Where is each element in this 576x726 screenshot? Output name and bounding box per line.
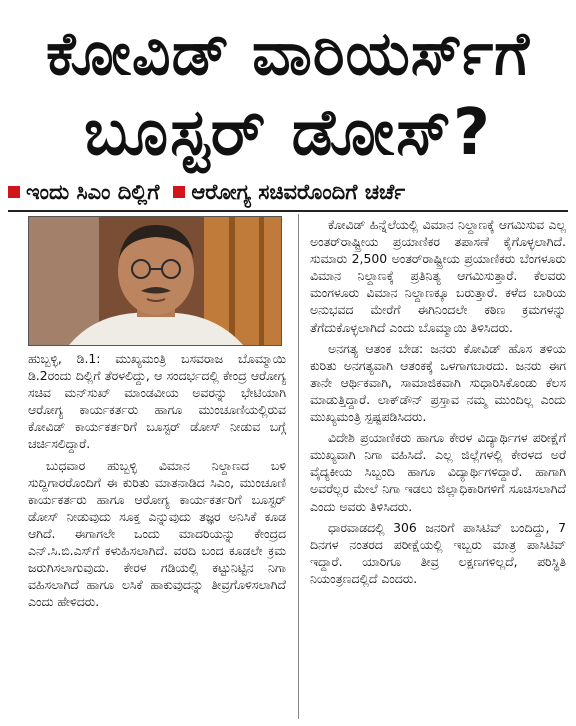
divider	[8, 210, 568, 212]
paragraph: ಕೋವಿಡ್ ಹಿನ್ನೆಲೆಯಲ್ಲಿ ವಿಮಾನ ನಿಲ್ದಾಣಕ್ಕೆ ಆಗಮಿಸುವ ಎಲ್ಲ ಅಂತರ್‌ರಾಷ್ಟ್ರೀಯ ಪ್ರಯಾಣಿಕರ ತಪಾಸಣೆ ಕೈಗೊಳ್ಳಲಾಗಿದೆ. ಸುಮಾರು 2,500 ಅಂತರ್‌ರಾಷ್ಟ್ರೀಯ ಪ್ರಯಾಣಿಕರು ಬೆಂಗಳೂರು ವಿಮಾನ ನಿಲ್ದಾಣಕ್ಕೆ ಪ್ರತಿನಿತ್ಯ ಆಗಮಿಸುತ್ತಾರೆ. ಕೆಲವರು ಮಂಗಳೂರು ವಿಮಾನ ನಿಲ್ದಾಣಕ್ಕೂ ಬರುತ್ತಾರೆ. ಕಳೆದ ಬಾರಿಯ ಅನುಭವದ ಮೇರೆಗೆ ಈಗಿನಿಂದಲೇ ಕಠಿಣ ಕ್ರಮಗಳನ್ನು ತೆಗೆದುಕೊಳ್ಳಲಾಗಿದೆ ಎಂದು ಬೊಮ್ಮಾಯಿ ತಿಳಿಸಿದರು.	[310, 217, 566, 335]
headline-line-2: ಬೂಸ್ಟರ್ ಡೋಸ್?	[83, 96, 493, 170]
paragraph: ಬುಧವಾರ ಹುಬ್ಬಳ್ಳಿ ವಿಮಾನ ನಿಲ್ದಾಣದ ಬಳಿ ಸುದ್ದಿಗಾರರೊಂದಿಗೆ ಈ ಕುರಿತು ಮಾತನಾಡಿದ ಸಿಎಂ, ಮುಂಚೂಣಿ ಕಾರ್ಯಕರ್ತರು ಹಾಗೂ ಆರೋಗ್ಯ ಕಾರ್ಯಕರ್ತರಿಗೆ ಬೂಸ್ಟರ್ ಡೋಸ್ ನೀಡುವುದು ಸೂಕ್ತ ಎನ್ನುವುದು ತಜ್ಞರ ಅನಿಸಿಕೆ ಕೂಡ ಆಗಿದೆ. ಈಗಾಗಲೇ ಒಂದು ಮಾದರಿಯನ್ನು ಕೇಂದ್ರದ ಎನ್.ಸಿ.ಬಿ.ಎಸ್‌ಗೆ ಕಳುಹಿಸಲಾಗಿದೆ. ವರದಿ ಬಂದ ಕೂಡಲೇ ಕ್ರಮ ಜರುಗಿಸಲಾಗುವುದು. ಕೇರಳ ಗಡಿಯಲ್ಲಿ ಕಟ್ಟುನಿಟ್ಟಿನ ನಿಗಾ ವಹಿಸಲಾಗಿದೆ ಹಾಗೂ ಲಸಿಕೆ ಹಾಕುವುದನ್ನು ತೀವ್ರಗೊಳಿಸಲಾಗಿದೆ ಎಂದು ಹೇಳಿದರು.	[28, 457, 286, 610]
subheadline	[8, 176, 568, 208]
paragraph: ಹುಬ್ಬಳ್ಳಿ, ಡಿ.1: ಮುಖ್ಯಮಂತ್ರಿ ಬಸವರಾಜ ಬೊಮ್ಮಾಯಿ ಡಿ.2ರಂದು ದಿಲ್ಲಿಗೆ ತೆರಳಲಿದ್ದು, ಆ ಸಂದರ್ಭದಲ್ಲಿ ಕೇಂದ್ರ ಆರೋಗ್ಯ ಸಚಿವ ಮನ್‌ಸುಖ್ ಮಾಂಡವೀಯ ಅವರನ್ನು ಭೇಟಿಯಾಗಿ ಆರೋಗ್ಯ ಕಾರ್ಯಕರ್ತರು ಹಾಗೂ ಮುಂಚೂಣಿಯಲ್ಲಿರುವ ಕೋವಿಡ್ ಕಾರ್ಯಕರ್ತರಿಗೆ ಬೂಸ್ಟರ್ ಡೋಸ್ ನೀಡುವ ಬಗ್ಗೆ ಚರ್ಚಿಸಲಿದ್ದಾರೆ.	[28, 351, 286, 452]
subhead-item-1: ಇಂದು ಸಿಎಂ ದಿಲ್ಲಿಗೆ	[26, 179, 160, 204]
red-square-bullet-icon	[8, 186, 20, 198]
red-square-bullet-icon	[173, 186, 185, 198]
paragraph: ಧಾರವಾಡದಲ್ಲಿ 306 ಜನರಿಗೆ ಪಾಸಿಟಿವ್ ಬಂದಿದ್ದು, 7 ದಿನಗಳ ನಂತರದ ಪರೀಕ್ಷೆಯಲ್ಲಿ ಇಬ್ಬರು ಮಾತ್ರ ಪಾಸಿಟಿವ್ ಇದ್ದಾರೆ. ಯಾರಿಗೂ ತೀವ್ರ ಲಕ್ಷಣಗಳಿಲ್ಲದೆ, ಪರಿಸ್ಥಿತಿ ನಿಯಂತ್ರಣದಲ್ಲಿದೆ ಎಂದರು.	[310, 519, 566, 586]
column-divider	[298, 214, 299, 719]
article-left-column	[28, 350, 286, 722]
subhead-item-2: ಆರೋಗ್ಯ ಸಚಿವರೊಂದಿಗೆ ಚರ್ಚೆ	[191, 179, 406, 204]
article-right-column	[310, 216, 566, 722]
minister-portrait-photo	[28, 216, 282, 346]
paragraph: ವಿದೇಶಿ ಪ್ರಯಾಣಿಕರು ಹಾಗೂ ಕೇರಳ ವಿದ್ಯಾರ್ಥಿಗಳ ಪರೀಕ್ಷೆಗೆ ಮುಖ್ಯವಾಗಿ ನಿಗಾ ವಹಿಸಿದೆ. ಎಲ್ಲ ಜಿಲ್ಲೆಗಳಲ್ಲಿ ಕೇರಳದ ಅರೆ ವೈದ್ಯಕೀಯ ಸಿಬ್ಬಂದಿ ಹಾಗೂ ವಿದ್ಯಾರ್ಥಿಗಳಿದ್ದಾರೆ. ಹಾಗಾಗಿ ಅವರೆಲ್ಲರ ಮೇಲೆ ನಿಗಾ ಇಡಲು ಜಿಲ್ಲಾಧಿಕಾರಿಗಳಿಗೆ ಸೂಚಿಸಲಾಗಿದೆ ಎಂದು ಅವರು ತಿಳಿಸಿದರು.	[310, 430, 566, 514]
headline-line-1: ಕೋವಿಡ್ ವಾರಿಯರ್ಸ್‌ಗೆ	[45, 19, 531, 89]
paragraph: ಅನಗತ್ಯ ಆತಂಕ ಬೇಡ: ಜನರು ಕೋವಿಡ್ ಹೊಸ ತಳಿಯ ಕುರಿತು ಅನಗತ್ಯವಾಗಿ ಆತಂಕಕ್ಕೆ ಒಳಗಾಗಬಾರದು. ಜನರು ಈಗ ತಾನೇ ಆರ್ಥಿಕವಾಗಿ, ಸಾಮಾಜಿಕವಾಗಿ ಸುಧಾರಿಸಿಕೊಂಡು ಕೆಲಸ ಮಾಡುತ್ತಿದ್ದಾರೆ. ಲಾಕ್‌ಡೌನ್ ಪ್ರಸ್ತಾವ ನಮ್ಮ ಮುಂದಿಲ್ಲ ಎಂದು ಮುಖ್ಯಮಂತ್ರಿ ಸ್ಪಷ್ಟಪಡಿಸಿದರು.	[310, 340, 566, 425]
